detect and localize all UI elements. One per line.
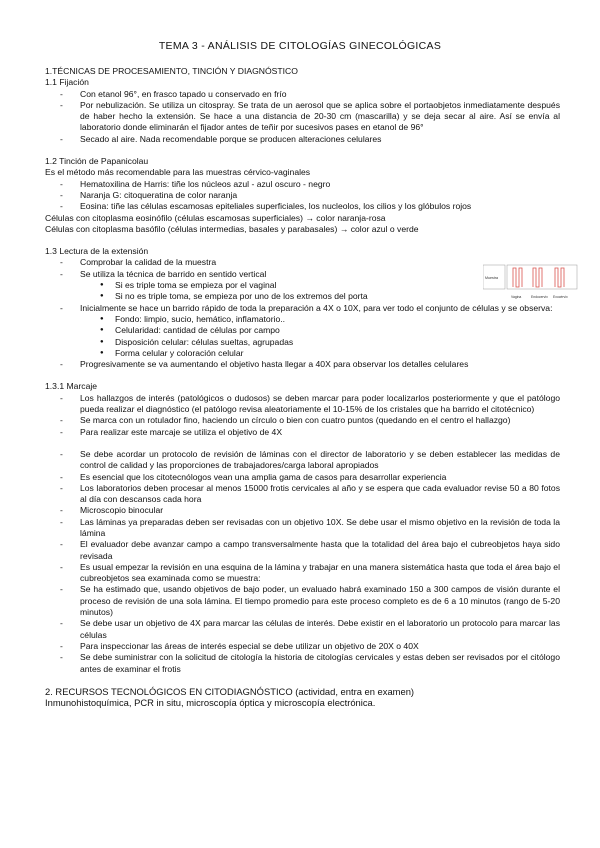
list-item: - Los hallazgos de interés (patológicos o dudosos) se deben marcar para poder localizarlos posteriormente y que el patólogo pueda realizar el diagnóstico (el patólogo revisa aleatoriamente el 10-15% de los cristales que ha barrido el citotécnico)	[45, 393, 560, 416]
basophil-line: Células con citoplasma basófilo (células intermedias, basales y parabasales) → color azul o verde	[45, 223, 419, 234]
section-2-text: Inmunohistoquímica, PCR in situ, microscopía óptica y microscopía electrónica.	[45, 697, 376, 709]
list-item: - Se ha estimado que, usando objetivos de bajo poder, un evaluado habrá examinado 150 a 300 campos de visión durante el proceso de revisión de una sola lámina. El tiempo promedio para este proceso completo es de 6 a 10 minutos (rango de 5-20 minutos)	[45, 584, 560, 618]
list-item: - Comprobar la calidad de la muestra	[45, 257, 560, 268]
list-item: - Eosina: tiñe las células escamosas epiteliales superficiales, los nucleolos, los cilios y los glóbulos rojos	[45, 201, 560, 212]
list-item: - Es esencial que los citotecnólogos vean una amplia gama de casos para desarrollar experiencia	[45, 472, 560, 483]
list-item: - Los laboratorios deben procesar al menos 15000 frotis cervicales al año y se espera que cada evaluador revise 50 a 80 fotos al día con descansos cada hora	[45, 483, 560, 506]
list-item: - Se debe suministrar con la solicitud de citología la historia de citologías cervicales y estas deben ser revisados por el citólogo antes de examinar el frotis	[45, 652, 560, 675]
fijacion-list	[45, 89, 560, 145]
list-item: - Naranja G: citoqueratina de color naranja	[45, 190, 560, 201]
sub-list-item: ● Fondo: limpio, sucio, hemático, inflamatorio..	[45, 314, 560, 325]
list-item: - Secado al aire. Nada recomendable porque se producen alteraciones celulares	[45, 134, 560, 145]
marcaje-list	[45, 393, 560, 438]
fijacion-heading: 1.1 Fijación	[45, 77, 89, 88]
scanning-diagram-svg	[483, 263, 578, 303]
list-item: - Se debe acordar un protocolo de revisión de láminas con el director de laboratorio y se deben establecer las medidas de control de calidad y las proporciones de trabajadores/carga laboral apropiados	[45, 449, 560, 472]
papanicolau-list	[45, 179, 560, 213]
list-item: - Hematoxilina de Harris: tiñe los núcleos azul - azul oscuro - negro	[45, 179, 560, 190]
list-item: - Se marca con un rotulador fino, haciendo un círculo o bien con cuatro puntos (quedando en el centro el hallazgo)	[45, 415, 560, 426]
sub-list-item: ● Celularidad: cantidad de células por campo	[45, 325, 560, 336]
list-item: - Para realizar este marcaje se utiliza el objetivo de 4X	[45, 427, 560, 438]
sample-label: Muestra	[485, 276, 498, 280]
caption-exocervix: Exocérvix	[553, 295, 568, 299]
caption-vagina: Vagina	[511, 295, 522, 299]
marcaje-heading: 1.3.1 Marcaje	[45, 381, 98, 392]
protocol-list	[45, 449, 560, 675]
list-item: - Inicialmente se hace un barrido rápido de toda la preparación a 4X o 10X, para ver todo el conjunto de células y se observa:	[45, 303, 560, 314]
papanicolau-heading: 1.2 Tinción de Papanicolau	[45, 156, 149, 167]
sub-list-item: ● Disposición celular: células sueltas, agrupadas	[45, 337, 560, 348]
list-item: - Microscopio binocular	[45, 505, 560, 516]
list-item: - Para inspeccionar las áreas de interés especial se debe utilizar un objetivo de 20X o 40X	[45, 641, 560, 652]
list-item: - Se utiliza la técnica de barrido en sentido vertical	[45, 269, 560, 280]
sub-list-item: ● Forma celular y coloración celular	[45, 348, 560, 359]
list-item: - Se debe usar un objetivo de 4X para marcar las células de interés. Debe existir en el laboratorio un protocolo para marcar las células	[45, 618, 560, 641]
section-1-heading: 1.TÉCNICAS DE PROCESAMIENTO, TINCIÓN Y DIAGNÓSTICO	[45, 66, 298, 76]
list-item: - El evaluador debe avanzar campo a campo transversalmente hasta que la totalidad del área bajo el cubreobjetos haya sido revisada	[45, 539, 560, 562]
document-body	[45, 66, 560, 708]
caption-endocervix: Endocervix	[531, 295, 548, 299]
list-item: - Progresivamente se va aumentando el objetivo hasta llegar a 40X para observar los detalles celulares	[45, 359, 560, 370]
page-title: TEMA 3 - ANÁLISIS DE CITOLOGÍAS GINECOLÓGICAS	[158, 40, 442, 52]
papanicolau-intro: Es el método más recomendable para las muestras cérvico-vaginales	[45, 167, 311, 178]
sub-list-item: ● Si es triple toma se empieza por el vaginal	[45, 280, 560, 291]
section-2-heading: 2. RECURSOS TECNOLÓGICOS EN CITODIAGNÓSTICO (actividad, entra en examen)	[45, 685, 415, 697]
eosinophil-line: Células con citoplasma eosinófilo (células escamosas superficiales) → color naranja-rosa	[45, 212, 386, 223]
scanning-diagram	[483, 263, 578, 303]
list-item: - Con etanol 96°, en frasco tapado u conservado en frío	[45, 89, 560, 100]
list-item: - Es usual empezar la revisión en una esquina de la lámina y trabajar en una manera sistemática hasta que toda el área bajo el cubreobjetos sea examinada como se muestra:	[45, 562, 560, 585]
list-item: - Por nebulización. Se utiliza un citospray. Se trata de un aerosol que se aplica sobre el portaobjetos inmediatamente después de haber hecho la extensión. Se hace a una distancia de 20-30 cm (mascarilla) y se deja secar al aire. Así se envía al laboratorio donde eliminarán el fijador antes de teñir por sucesivos pases en etanol de 96°	[45, 100, 560, 134]
list-item: - Las láminas ya preparadas deben ser revisadas con un objetivo 10X. Se debe usar el mismo objetivo en la revisión de toda la lámina	[45, 517, 560, 540]
sub-list-item: ● Si no es triple toma, se empieza por uno de los extremos del porta	[45, 291, 560, 302]
lectura-heading: 1.3 Lectura de la extensión	[45, 246, 149, 257]
